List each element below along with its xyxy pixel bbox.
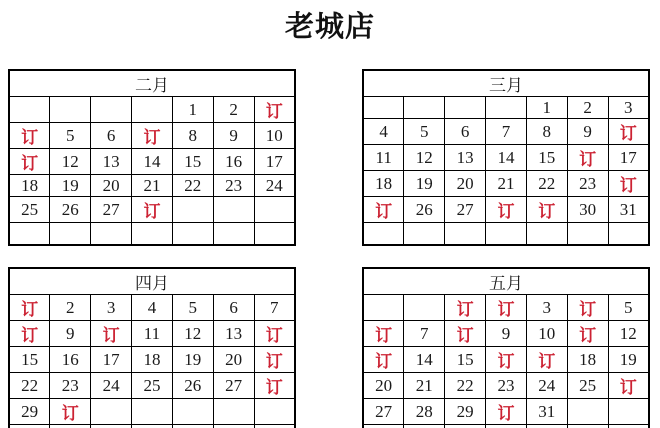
day-cell: 28 [404, 399, 445, 425]
calendar-month-title: 二月 [9, 70, 295, 97]
day-cell: 23 [50, 373, 91, 399]
day-cell: 26 [404, 197, 445, 223]
booked-cell: 订 [91, 321, 132, 347]
day-cell: 19 [608, 347, 649, 373]
empty-cell [404, 223, 445, 246]
day-cell: 9 [567, 119, 608, 145]
day-cell: 13 [213, 321, 254, 347]
day-cell: 17 [91, 347, 132, 373]
empty-cell [91, 399, 132, 425]
day-cell: 20 [91, 175, 132, 197]
day-cell: 17 [608, 145, 649, 171]
day-cell: 9 [486, 321, 527, 347]
calendar-header-row [363, 70, 649, 97]
day-cell: 17 [254, 149, 295, 175]
day-cell: 18 [363, 171, 404, 197]
calendar-week-row [9, 347, 295, 373]
day-cell: 23 [213, 175, 254, 197]
day-cell: 19 [50, 175, 91, 197]
day-cell: 27 [445, 197, 486, 223]
day-cell: 18 [9, 175, 50, 197]
empty-cell [608, 223, 649, 246]
calendar-week-row [363, 119, 649, 145]
empty-cell [404, 425, 445, 428]
day-cell: 12 [50, 149, 91, 175]
day-cell: 9 [50, 321, 91, 347]
booked-cell: 订 [50, 399, 91, 425]
day-cell: 24 [91, 373, 132, 399]
day-cell: 14 [486, 145, 527, 171]
booked-cell: 订 [567, 295, 608, 321]
day-cell: 26 [172, 373, 213, 399]
calendar-week-row [363, 347, 649, 373]
day-cell: 14 [404, 347, 445, 373]
booked-cell: 订 [9, 295, 50, 321]
day-cell: 21 [132, 175, 173, 197]
day-cell: 18 [567, 347, 608, 373]
calendar-month-title: 五月 [363, 268, 649, 295]
calendar-february [8, 69, 296, 246]
calendar-week-row [9, 425, 295, 428]
day-cell: 16 [50, 347, 91, 373]
day-cell: 6 [213, 295, 254, 321]
booked-cell: 订 [254, 97, 295, 123]
empty-cell [172, 197, 213, 223]
day-cell: 27 [213, 373, 254, 399]
day-cell: 6 [91, 123, 132, 149]
day-cell: 1 [526, 97, 567, 119]
calendar-week-row [9, 373, 295, 399]
empty-cell [567, 399, 608, 425]
empty-cell [445, 425, 486, 428]
empty-cell [608, 425, 649, 428]
day-cell: 2 [50, 295, 91, 321]
booked-cell: 订 [363, 197, 404, 223]
day-cell: 12 [172, 321, 213, 347]
booked-cell: 订 [363, 321, 404, 347]
booked-cell: 订 [526, 197, 567, 223]
booked-cell: 订 [486, 399, 527, 425]
empty-cell [526, 425, 567, 428]
day-cell: 21 [404, 373, 445, 399]
empty-cell [172, 223, 213, 246]
day-cell: 24 [254, 175, 295, 197]
day-cell: 31 [526, 399, 567, 425]
calendar-week-row [9, 97, 295, 123]
empty-cell [526, 223, 567, 246]
day-cell: 5 [50, 123, 91, 149]
day-cell: 13 [91, 149, 132, 175]
day-cell: 12 [404, 145, 445, 171]
calendar-week-row [363, 97, 649, 119]
day-cell: 5 [172, 295, 213, 321]
day-cell: 20 [445, 171, 486, 197]
day-cell: 15 [9, 347, 50, 373]
day-cell: 4 [132, 295, 173, 321]
day-cell: 21 [486, 171, 527, 197]
calendar-month-title: 四月 [9, 268, 295, 295]
day-cell: 27 [91, 197, 132, 223]
day-cell: 15 [445, 347, 486, 373]
day-cell: 20 [213, 347, 254, 373]
booked-cell: 订 [445, 295, 486, 321]
day-cell: 6 [445, 119, 486, 145]
booked-cell: 订 [254, 347, 295, 373]
calendar-week-row [9, 223, 295, 246]
day-cell: 22 [445, 373, 486, 399]
booked-cell: 订 [132, 197, 173, 223]
empty-cell [445, 223, 486, 246]
calendar-week-row [363, 223, 649, 246]
empty-cell [486, 223, 527, 246]
calendar-week-row [9, 149, 295, 175]
empty-cell [132, 97, 173, 123]
day-cell: 9 [213, 123, 254, 149]
day-cell: 15 [526, 145, 567, 171]
day-cell: 12 [608, 321, 649, 347]
day-cell: 31 [608, 197, 649, 223]
day-cell: 25 [9, 197, 50, 223]
day-cell: 30 [567, 197, 608, 223]
day-cell: 23 [486, 373, 527, 399]
empty-cell [363, 223, 404, 246]
empty-cell [91, 425, 132, 428]
calendar-week-row [363, 145, 649, 171]
booked-cell: 订 [608, 171, 649, 197]
calendar-week-row [363, 197, 649, 223]
empty-cell [132, 223, 173, 246]
day-cell: 14 [132, 149, 173, 175]
calendar-week-row [9, 399, 295, 425]
empty-cell [363, 97, 404, 119]
day-cell: 25 [132, 373, 173, 399]
empty-cell [254, 223, 295, 246]
empty-cell [9, 223, 50, 246]
calendar-week-row [9, 295, 295, 321]
empty-cell [404, 97, 445, 119]
calendar-week-row [363, 373, 649, 399]
booked-cell: 订 [567, 321, 608, 347]
empty-cell [567, 425, 608, 428]
empty-cell [213, 223, 254, 246]
calendar-week-row [363, 295, 649, 321]
booked-cell: 订 [9, 149, 50, 175]
booked-cell: 订 [445, 321, 486, 347]
day-cell: 24 [526, 373, 567, 399]
day-cell: 5 [404, 119, 445, 145]
empty-cell [132, 425, 173, 428]
day-cell: 7 [404, 321, 445, 347]
empty-cell [363, 425, 404, 428]
day-cell: 7 [254, 295, 295, 321]
day-cell: 1 [172, 97, 213, 123]
day-cell: 26 [50, 197, 91, 223]
empty-cell [445, 97, 486, 119]
day-cell: 29 [9, 399, 50, 425]
day-cell: 29 [445, 399, 486, 425]
day-cell: 27 [363, 399, 404, 425]
calendar-week-row [363, 425, 649, 428]
page-title: 老城店 [284, 11, 375, 43]
calendar-march [362, 69, 650, 246]
day-cell: 8 [172, 123, 213, 149]
day-cell: 3 [91, 295, 132, 321]
empty-cell [9, 97, 50, 123]
calendar-week-row [363, 171, 649, 197]
booked-cell: 订 [9, 321, 50, 347]
day-cell: 20 [363, 373, 404, 399]
day-cell: 11 [363, 145, 404, 171]
day-cell: 19 [172, 347, 213, 373]
day-cell: 13 [445, 145, 486, 171]
booked-cell: 订 [254, 373, 295, 399]
calendar-header-row [9, 70, 295, 97]
booked-cell: 订 [567, 145, 608, 171]
day-cell: 10 [254, 123, 295, 149]
empty-cell [50, 97, 91, 123]
day-cell: 22 [526, 171, 567, 197]
calendar-week-row [9, 175, 295, 197]
calendar-week-row [363, 399, 649, 425]
empty-cell [486, 425, 527, 428]
calendar-week-row [9, 197, 295, 223]
empty-cell [172, 399, 213, 425]
empty-cell [91, 97, 132, 123]
empty-cell [254, 425, 295, 428]
empty-cell [213, 425, 254, 428]
day-cell: 22 [172, 175, 213, 197]
calendar-april [8, 267, 296, 428]
day-cell: 3 [608, 97, 649, 119]
day-cell: 7 [486, 119, 527, 145]
day-cell: 4 [363, 119, 404, 145]
empty-cell [363, 295, 404, 321]
empty-cell [254, 399, 295, 425]
empty-cell [486, 97, 527, 119]
calendar-week-row [9, 123, 295, 149]
calendar-month-title: 三月 [363, 70, 649, 97]
day-cell: 11 [132, 321, 173, 347]
calendar-week-row [363, 321, 649, 347]
booked-cell: 订 [608, 373, 649, 399]
day-cell: 8 [526, 119, 567, 145]
booked-cell: 订 [486, 197, 527, 223]
booked-cell: 订 [526, 347, 567, 373]
empty-cell [172, 425, 213, 428]
day-cell: 10 [526, 321, 567, 347]
day-cell: 22 [9, 373, 50, 399]
day-cell: 25 [567, 373, 608, 399]
empty-cell [50, 223, 91, 246]
day-cell: 18 [132, 347, 173, 373]
calendar-header-row [363, 268, 649, 295]
day-cell: 5 [608, 295, 649, 321]
booked-cell: 订 [486, 295, 527, 321]
empty-cell [9, 425, 50, 428]
empty-cell [213, 197, 254, 223]
day-cell: 3 [526, 295, 567, 321]
day-cell: 15 [172, 149, 213, 175]
empty-cell [91, 223, 132, 246]
empty-cell [50, 425, 91, 428]
empty-cell [608, 399, 649, 425]
empty-cell [567, 223, 608, 246]
empty-cell [254, 197, 295, 223]
booked-cell: 订 [486, 347, 527, 373]
booked-cell: 订 [608, 119, 649, 145]
day-cell: 19 [404, 171, 445, 197]
empty-cell [132, 399, 173, 425]
day-cell: 23 [567, 171, 608, 197]
booked-cell: 订 [132, 123, 173, 149]
day-cell: 16 [213, 149, 254, 175]
day-cell: 2 [213, 97, 254, 123]
calendar-week-row [9, 321, 295, 347]
calendar-header-row [9, 268, 295, 295]
booked-cell: 订 [363, 347, 404, 373]
calendar-may [362, 267, 650, 428]
empty-cell [213, 399, 254, 425]
day-cell: 2 [567, 97, 608, 119]
booked-cell: 订 [254, 321, 295, 347]
booked-cell: 订 [9, 123, 50, 149]
empty-cell [404, 295, 445, 321]
